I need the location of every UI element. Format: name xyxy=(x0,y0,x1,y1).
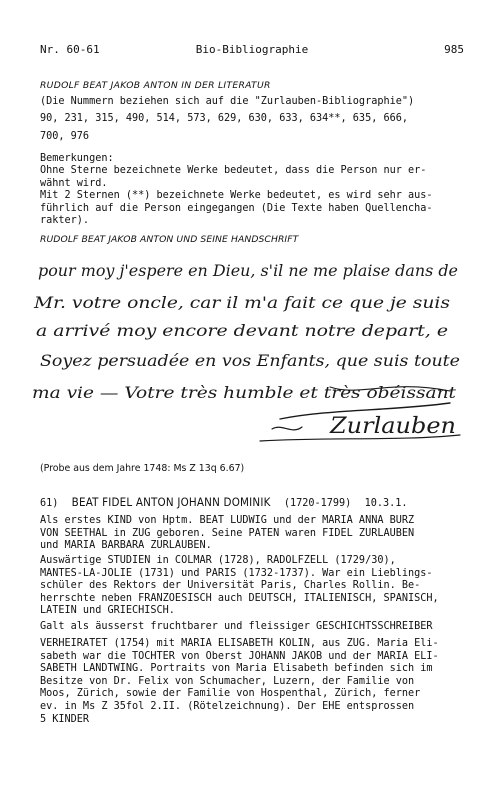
entry-years: (1720-1799) xyxy=(283,498,352,509)
handwriting-line-4: Soyez persuadée en vos Enfants, que suis toute xyxy=(40,352,460,370)
header-page-number: 985 xyxy=(444,43,464,56)
handwriting-line-2: Mr. votre oncle, car il m'a fait ce que je suis xyxy=(32,294,451,312)
entry-paragraph-studies: Auswärtige STUDIEN in COLMAR (1728), RADOLFZELL (1729/30), MANTES-LA-JOLIE (1731) und PARIS (1732-1737). War ein Lieblings- schüler des Rektors der Universität Paris, Charles Rollin. Be- herrschte neben FRANZOESISCH auch DEUTSCH, ITALIENISCH, SPANISCH, LATEIN und GRIECHISCH. xyxy=(40,555,439,617)
page-header xyxy=(40,44,464,58)
entry-paragraph-marriage: VERHEIRATET (1754) mit MARIA ELISABETH KOLIN, aus ZUG. Maria Eli- sabeth war die TOCHTER von Oberst JOHANN JAKOB und der MARIA ELI- SABETH LANDTWING. Portraits von Maria Elisabeth befinden sich im Besitze von Dr. Felix von Schumacher, Luzern, der Familie von Moos, Zürich, sowie der Familie von Hospenthal, Zürich, ferner ev. in Ms Z 35fol 2.II. (Rötelzeichnung). Der EHE entsprossen 5 KINDER xyxy=(40,638,439,725)
handwriting-sample xyxy=(30,251,470,447)
entry-title xyxy=(40,495,408,511)
entry-paragraph-birth: Als erstes KIND von Hptm. BEAT LUDWIG und der MARIA ANNA BURZ VON SEETHAL in ZUG geboren. Seine PATEN waren FIDEL ZURLAUBEN und MARIA BARBARA ZURLAUBEN. xyxy=(40,515,415,552)
handwriting-line-5: ma vie — Votre très humble et très obéissant xyxy=(32,384,457,402)
handwriting-caption: (Probe aus dem Jahre 1748: Ms Z 13q 6.67) xyxy=(40,463,245,474)
entry-paragraph-historian: Galt als äusserst fruchtbarer und fleissiger GESCHICHTSSCHREIBER xyxy=(40,621,433,632)
remarks-text: Ohne Sterne bezeichnete Werke bedeutet, dass die Person nur er- wähnt wird. Mit 2 Sternen (**) bezeichnete Werke bedeutet, es wird sehr aus- führlich auf die Person eingegangen (Die Texte haben Quellencha- rakter). xyxy=(40,165,433,227)
literature-numbers-line-1: 90, 231, 315, 490, 514, 573, 629, 630, 633, 634**, 635, 666, xyxy=(40,113,409,124)
header-title: Bio-Bibliographie xyxy=(195,43,309,56)
entry-reference: 10.3.1. xyxy=(364,498,408,509)
handwriting-line-1: pour moy j'espere en Dieu, s'il ne me plaise dans de xyxy=(38,262,459,280)
handwriting-line-3: a arrivé moy encore devant notre depart, e xyxy=(36,322,448,340)
literature-numbers-line-2: 700, 976 xyxy=(40,131,90,142)
entry-number: 61) xyxy=(40,498,59,509)
remarks-label: Bemerkungen: xyxy=(40,153,114,164)
header-section-number: Nr. 60-61 xyxy=(40,43,100,56)
entry-name: BEAT FIDEL ANTON JOHANN DOMINIK xyxy=(71,495,271,509)
handwriting-heading: RUDOLF BEAT JAKOB ANTON UND SEINE HANDSCHRIFT xyxy=(40,234,299,245)
literature-heading: RUDOLF BEAT JAKOB ANTON IN DER LITERATUR xyxy=(40,80,271,91)
handwriting-signature: Zurlauben xyxy=(328,414,456,439)
literature-intro: (Die Nummern beziehen sich auf die "Zurlauben-Bibliographie") xyxy=(40,96,415,107)
